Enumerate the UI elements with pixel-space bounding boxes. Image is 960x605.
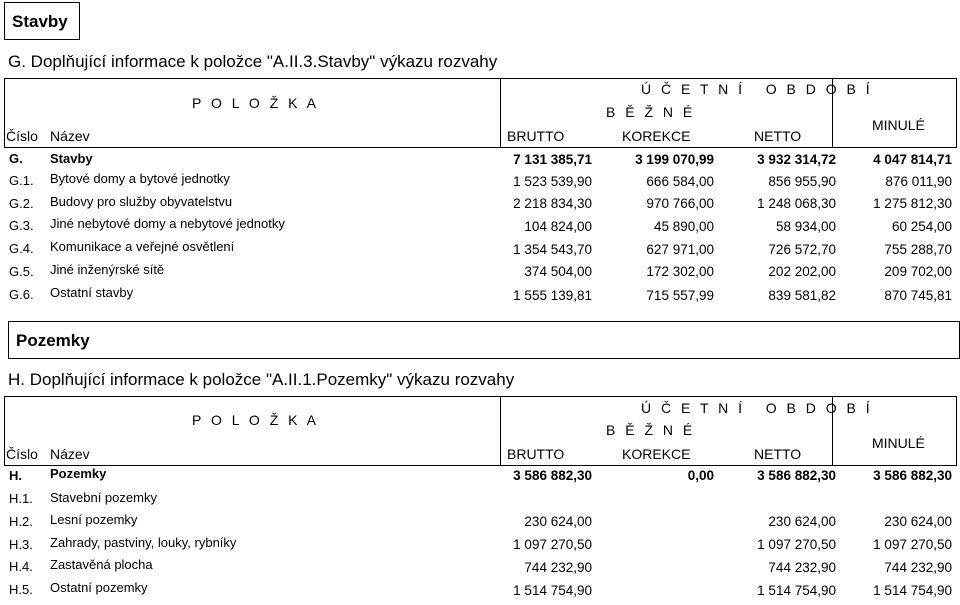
header-ucetni-obdobi: Ú Č E T N Í O B D O B Í xyxy=(641,400,873,416)
row-netto: 726 572,70 xyxy=(768,242,836,257)
row-netto: 744 232,90 xyxy=(768,560,836,575)
row-korekce: 3 199 070,99 xyxy=(635,152,714,167)
table-row xyxy=(0,488,960,510)
row-code: G. xyxy=(9,151,23,166)
row-netto: 58 934,00 xyxy=(775,219,836,234)
header-minule: MINULÉ xyxy=(872,435,925,451)
row-korekce: 666 584,00 xyxy=(646,174,714,189)
row-code: G.4. xyxy=(9,241,34,256)
row-code: G.3. xyxy=(9,218,34,233)
row-brutto: 374 504,00 xyxy=(524,264,592,279)
section-heading-pozemky xyxy=(8,321,960,359)
row-code: H.5. xyxy=(9,582,33,597)
row-netto: 839 581,82 xyxy=(768,288,836,303)
row-name: Jiné inženýrské sítě xyxy=(50,262,165,277)
table-row xyxy=(0,465,960,487)
row-code: G.2. xyxy=(9,196,34,211)
row-brutto: 3 586 882,30 xyxy=(513,468,592,483)
row-minule: 1 097 270,50 xyxy=(873,537,952,552)
row-name: Stavby xyxy=(50,151,93,166)
header-korekce: KOREKCE xyxy=(622,128,691,144)
row-brutto: 744 232,90 xyxy=(524,560,592,575)
header-ucetni-obdobi: Ú Č E T N Í O B D O B Í xyxy=(641,81,873,97)
section-heading-stavby xyxy=(4,2,80,40)
row-minule: 3 586 882,30 xyxy=(873,468,952,483)
row-korekce: 715 557,99 xyxy=(646,288,714,303)
header-brutto: BRUTTO xyxy=(507,446,565,462)
table-row xyxy=(0,193,960,215)
row-korekce: 0,00 xyxy=(687,468,714,483)
row-code: G.5. xyxy=(9,264,34,279)
table-row xyxy=(0,149,960,171)
row-name: Lesní pozemky xyxy=(50,512,138,527)
row-minule: 4 047 814,71 xyxy=(873,152,952,167)
section-heading-text: Stavby xyxy=(12,12,68,31)
row-name: Zastavěná plocha xyxy=(50,557,153,572)
row-minule: 876 011,90 xyxy=(885,174,952,189)
header-korekce: KOREKCE xyxy=(622,446,691,462)
row-brutto: 7 131 385,71 xyxy=(513,152,592,167)
header-nazev: Název xyxy=(50,128,90,144)
header-polozka: P O L O Ž K A xyxy=(192,95,319,111)
row-minule: 60 254,00 xyxy=(891,219,952,234)
row-code: H.4. xyxy=(9,559,33,574)
header-minule: MINULÉ xyxy=(872,117,925,133)
row-code: G.6. xyxy=(9,287,34,302)
row-minule: 1 514 754,90 xyxy=(873,583,952,598)
row-brutto: 2 218 834,30 xyxy=(513,196,592,211)
header-netto: NETTO xyxy=(754,128,802,144)
row-brutto: 1 514 754,90 xyxy=(513,583,592,598)
table-row xyxy=(0,215,960,237)
header-cislo: Číslo xyxy=(6,446,38,462)
table-row xyxy=(0,579,960,601)
header-cislo: Číslo xyxy=(6,128,38,144)
row-netto: 1 514 754,90 xyxy=(757,583,836,598)
row-minule: 209 702,00 xyxy=(884,264,952,279)
row-code: H.1. xyxy=(9,491,33,506)
row-minule: 1 275 812,30 xyxy=(873,196,952,211)
row-name: Ostatní pozemky xyxy=(50,580,148,595)
row-korekce: 970 766,00 xyxy=(646,196,714,211)
row-code: G.1. xyxy=(9,173,34,188)
row-minule: 870 745,81 xyxy=(884,288,952,303)
row-korekce: 45 890,00 xyxy=(653,219,714,234)
row-name: Ostatní stavby xyxy=(50,285,134,300)
section-subtitle: G. Doplňující informace k položce "A.II.3.Stavby" výkazu rozvahy xyxy=(8,52,498,71)
table-row xyxy=(0,284,960,306)
row-name: Zahrady, pastviny, louky, rybníky xyxy=(50,535,237,550)
row-name: Budovy pro služby obyvatelstvu xyxy=(50,194,233,209)
row-minule: 744 232,90 xyxy=(884,560,952,575)
row-netto: 1 097 270,50 xyxy=(757,537,836,552)
table-row xyxy=(0,171,960,193)
row-name: Pozemky xyxy=(50,466,107,481)
row-brutto: 1 523 539,90 xyxy=(513,174,592,189)
header-nazev: Název xyxy=(50,446,90,462)
header-bezne: B Ě Ž N É xyxy=(606,104,696,120)
table-row xyxy=(0,511,960,533)
table-row xyxy=(0,556,960,578)
row-brutto: 1 555 139,81 xyxy=(513,288,592,303)
row-name: Komunikace a veřejné osvětlení xyxy=(50,239,235,254)
header-brutto: BRUTTO xyxy=(507,128,565,144)
table-row xyxy=(0,238,960,260)
header-polozka: P O L O Ž K A xyxy=(192,412,319,428)
table-row xyxy=(0,534,960,556)
row-code: H. xyxy=(9,468,22,483)
section-heading-text: Pozemky xyxy=(16,331,90,350)
row-brutto: 1 097 270,50 xyxy=(513,537,592,552)
row-netto: 1 248 068,30 xyxy=(757,196,836,211)
row-brutto: 1 354 543,70 xyxy=(513,242,592,257)
row-netto: 856 955,90 xyxy=(768,174,836,189)
header-bezne: B Ě Ž N É xyxy=(606,422,696,438)
row-name: Stavební pozemky xyxy=(50,490,157,505)
row-brutto: 104 824,00 xyxy=(524,219,592,234)
row-netto: 3 932 314,72 xyxy=(757,152,836,167)
table-row xyxy=(0,261,960,283)
row-name: Jiné nebytové domy a nebytové jednotky xyxy=(50,216,285,231)
row-korekce: 172 302,00 xyxy=(646,264,714,279)
row-minule: 230 624,00 xyxy=(884,514,952,529)
row-code: H.2. xyxy=(9,514,33,529)
row-minule: 755 288,70 xyxy=(884,242,952,257)
row-brutto: 230 624,00 xyxy=(524,514,592,529)
row-netto: 230 624,00 xyxy=(768,514,836,529)
row-netto: 202 202,00 xyxy=(768,264,836,279)
row-korekce: 627 971,00 xyxy=(646,242,714,257)
row-code: H.3. xyxy=(9,537,33,552)
row-name: Bytové domy a bytové jednotky xyxy=(50,171,230,186)
row-netto: 3 586 882,30 xyxy=(757,468,836,483)
section-subtitle: H. Doplňující informace k položce "A.II.1.Pozemky" výkazu rozvahy xyxy=(8,370,515,389)
header-netto: NETTO xyxy=(754,446,802,462)
